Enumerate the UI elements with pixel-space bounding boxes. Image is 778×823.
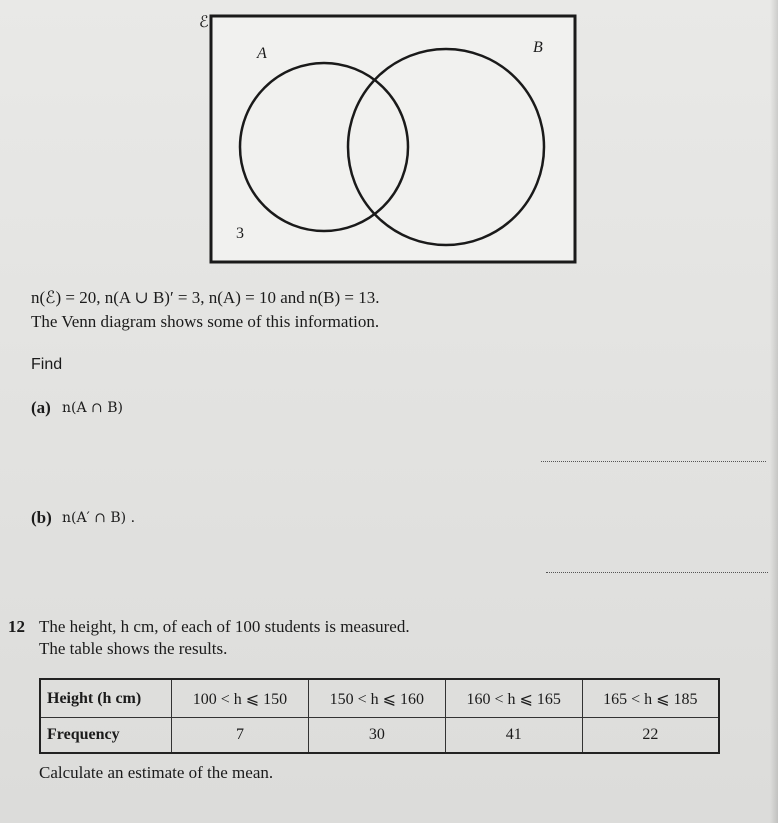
frequency-cell: 7 xyxy=(172,718,309,754)
table-row xyxy=(40,718,719,754)
question-number: 12 xyxy=(8,617,25,636)
results-table xyxy=(39,678,720,754)
interval-cell: 150 < h ⩽ 160 xyxy=(308,679,445,718)
part-a-answer-line[interactable] xyxy=(541,461,766,462)
frequency-cell: 30 xyxy=(308,718,445,754)
table-row xyxy=(40,679,719,718)
interval-cell: 165 < h ⩽ 185 xyxy=(582,679,719,718)
find-label: Find xyxy=(31,356,63,373)
info-line: n(ℰ) = 20, n(A ∪ B)′ = 3, n(A) = 10 and n(B) = 13. xyxy=(31,288,380,307)
question-12-line-1: The height, h cm, of each of 100 students is measured. xyxy=(39,617,410,636)
height-header: Height (h cm) xyxy=(40,679,172,718)
set-b-label: B xyxy=(533,39,543,56)
part-a-label: (a) xyxy=(31,398,51,417)
venn-caption: The Venn diagram shows some of this information. xyxy=(31,312,380,331)
universal-set-symbol: ℰ xyxy=(199,12,209,31)
page-edge-shadow xyxy=(770,0,778,823)
frequency-header: Frequency xyxy=(40,718,172,754)
frequency-cell: 22 xyxy=(582,718,719,754)
outside-region-value: 3 xyxy=(236,225,244,242)
part-b-answer-line[interactable] xyxy=(546,572,768,573)
part-a-expression: n(A ∩ B) xyxy=(62,400,123,416)
frequency-cell: 41 xyxy=(445,718,582,754)
set-a-label: A xyxy=(257,45,267,62)
venn-diagram xyxy=(0,0,778,300)
question-12-line-2: The table shows the results. xyxy=(39,639,228,658)
interval-cell: 160 < h ⩽ 165 xyxy=(445,679,582,718)
question-12-instruction: Calculate an estimate of the mean. xyxy=(39,763,274,782)
part-b-label: (b) xyxy=(31,508,52,527)
part-b-expression: n(A′ ∩ B) . xyxy=(62,510,136,526)
interval-cell: 100 < h ⩽ 150 xyxy=(172,679,309,718)
